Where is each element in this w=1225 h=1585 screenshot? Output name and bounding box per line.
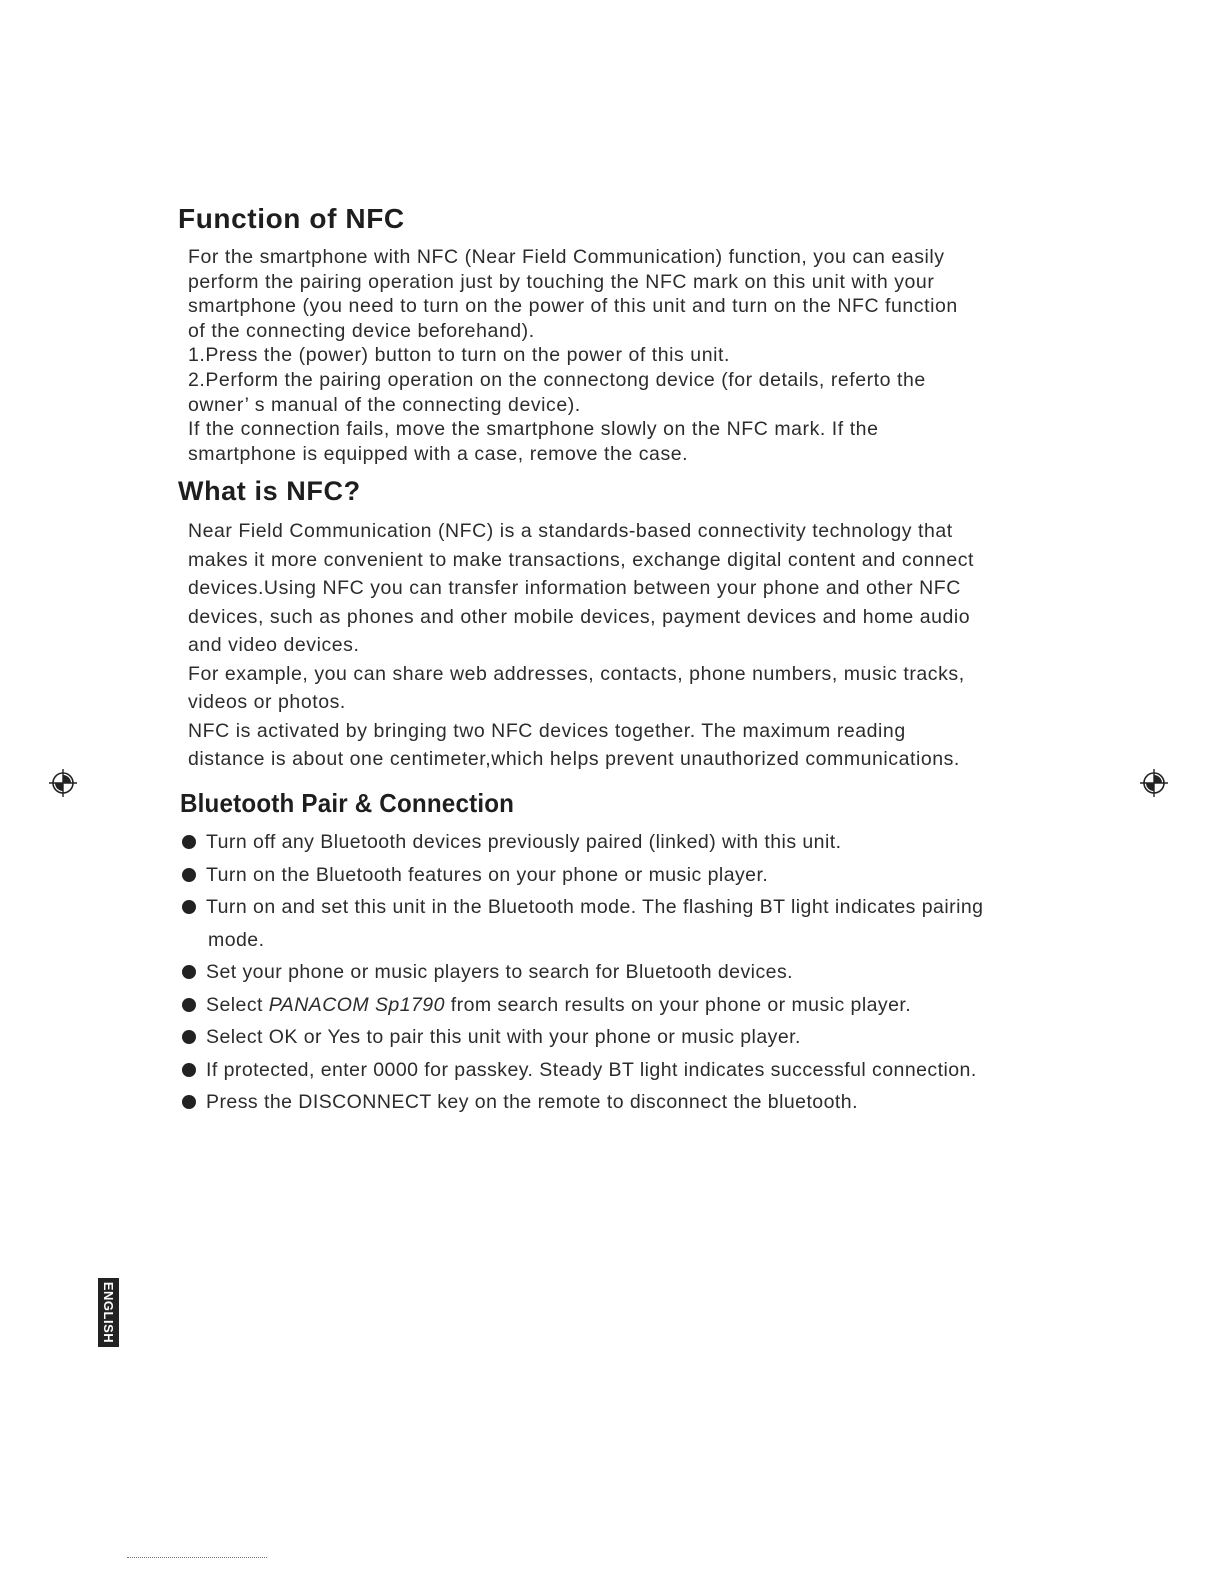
list-item-text: Turn on the Bluetooth features on your phone or music player. bbox=[206, 863, 769, 886]
section-title-what-is-nfc: What is NFC? bbox=[178, 476, 361, 506]
bullet-icon bbox=[182, 1030, 196, 1044]
text-line: smartphone (you need to turn on the power of this unit and turn on the NFC function bbox=[188, 295, 958, 318]
list-item bbox=[182, 1054, 1082, 1087]
list-item-text-continuation: mode. bbox=[208, 928, 265, 951]
text-line: 1.Press the (power) button to turn on the power of this unit. bbox=[188, 344, 730, 367]
list-item-text: Turn on and set this unit in the Bluetooth mode. The flashing BT light indicates pairing bbox=[206, 896, 984, 918]
section-title-bluetooth-pair: Bluetooth Pair & Connection bbox=[180, 788, 515, 818]
text-line: makes it more convenient to make transactions, exchange digital content and connect bbox=[188, 548, 974, 571]
text-line: For the smartphone with NFC (Near Field Communication) function, you can easily bbox=[188, 246, 945, 268]
text-line: distance is about one centimeter,which helps prevent unauthorized communications. bbox=[188, 748, 960, 770]
list-item-text: Select bbox=[206, 993, 263, 1016]
text-line: devices, such as phones and other mobile devices, payment devices and home audio bbox=[188, 605, 971, 628]
function-of-nfc-body bbox=[188, 245, 1068, 466]
bullet-icon bbox=[182, 998, 196, 1012]
text-line: and video devices. bbox=[188, 634, 360, 656]
list-item bbox=[182, 891, 1082, 956]
text-line: of the connecting device beforehand). bbox=[188, 319, 535, 342]
list-item-text: If protected, enter 0000 for passkey. Steady BT light indicates successful connection. bbox=[206, 1058, 977, 1081]
model-name: PANACOM Sp1790 bbox=[268, 993, 445, 1016]
list-item bbox=[182, 859, 1082, 892]
registration-mark-icon bbox=[49, 769, 77, 797]
bullet-icon bbox=[182, 835, 196, 849]
text-line: owner’ s manual of the connecting device). bbox=[188, 393, 581, 416]
text-line: NFC is activated by bringing two NFC devices together. The maximum reading bbox=[188, 719, 906, 742]
bluetooth-steps-list bbox=[182, 826, 1082, 1119]
text-line: If the connection fails, move the smartphone slowly on the NFC mark. If the bbox=[188, 418, 879, 441]
language-tab-label: ENGLISH bbox=[101, 1281, 117, 1344]
list-item bbox=[182, 1021, 1082, 1054]
bullet-icon bbox=[182, 1095, 196, 1109]
list-item bbox=[182, 956, 1082, 989]
list-item-text: from search results on your phone or music player. bbox=[450, 993, 912, 1016]
list-item bbox=[182, 989, 1082, 1022]
bottom-dotted-rule bbox=[127, 1557, 267, 1558]
text-line: perform the pairing operation just by touching the NFC mark on this unit with your bbox=[188, 270, 935, 293]
text-line: videos or photos. bbox=[188, 691, 346, 713]
list-item-text: Select OK or Yes to pair this unit with your phone or music player. bbox=[206, 1026, 801, 1048]
bullet-icon bbox=[182, 965, 196, 979]
section-title-function-of-nfc: Function of NFC bbox=[178, 203, 405, 234]
language-tab bbox=[98, 1278, 119, 1347]
list-item bbox=[182, 1086, 1082, 1119]
list-item-text: Set your phone or music players to search for Bluetooth devices. bbox=[206, 961, 794, 983]
text-line: Near Field Communication (NFC) is a standards-based connectivity technology that bbox=[188, 520, 953, 542]
text-line: 2.Perform the pairing operation on the connectong device (for details, referto the bbox=[188, 368, 926, 391]
bullet-icon bbox=[182, 1063, 196, 1077]
text-line: For example, you can share web addresses, contacts, phone numbers, music tracks, bbox=[188, 662, 965, 685]
list-item-text: Turn off any Bluetooth devices previously paired (linked) with this unit. bbox=[206, 831, 842, 853]
text-line: smartphone is equipped with a case, remove the case. bbox=[188, 442, 689, 465]
what-is-nfc-body bbox=[188, 517, 1068, 774]
list-item-text: Press the DISCONNECT key on the remote to disconnect the bluetooth. bbox=[206, 1091, 858, 1113]
list-item bbox=[182, 826, 1082, 859]
bullet-icon bbox=[182, 868, 196, 882]
text-line: devices.Using NFC you can transfer information between your phone and other NFC bbox=[188, 577, 961, 599]
bullet-icon bbox=[182, 900, 196, 914]
registration-mark-icon bbox=[1140, 769, 1168, 797]
